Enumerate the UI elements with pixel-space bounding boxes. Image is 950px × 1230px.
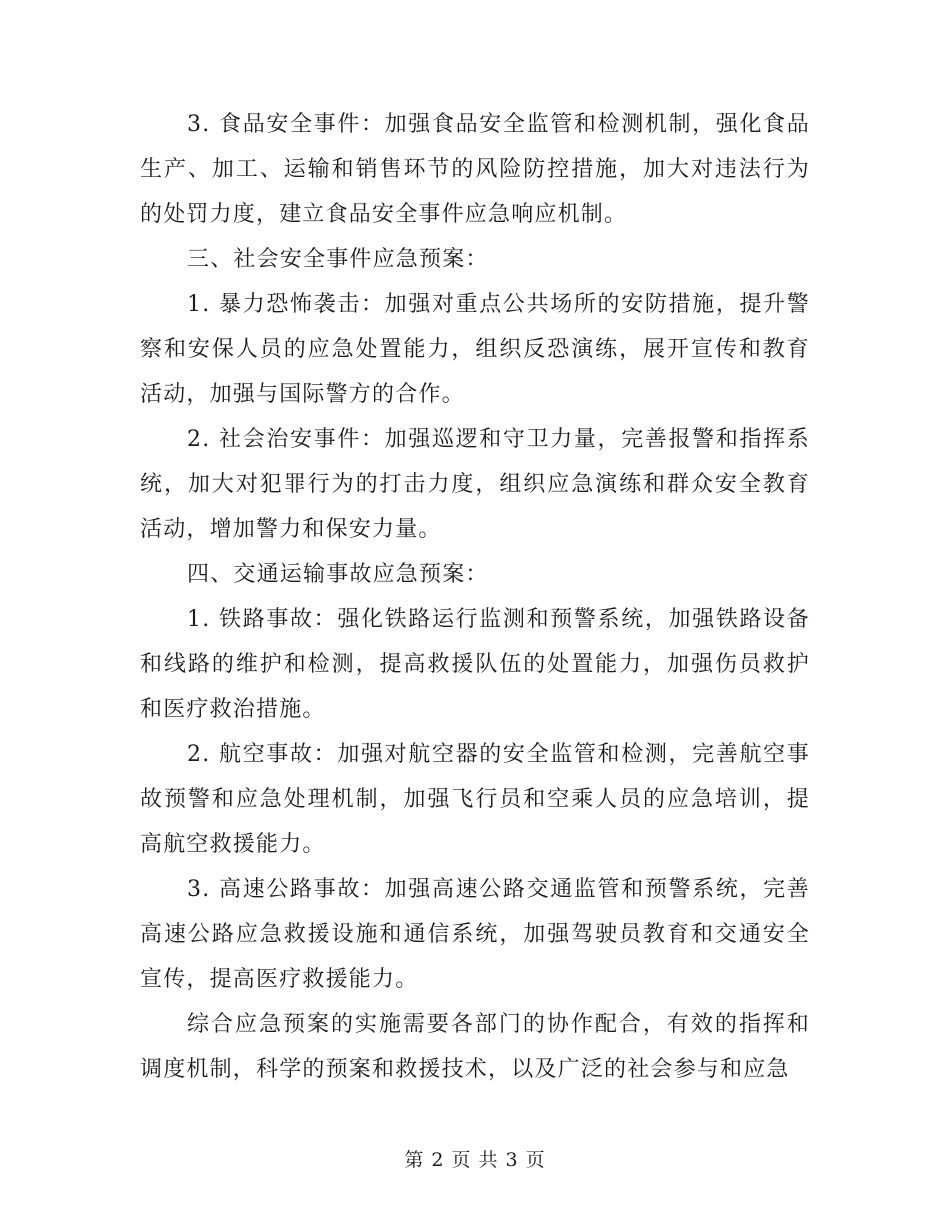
heading-social-security: 三、社会安全事件应急预案：	[187, 247, 489, 272]
heading-traffic-accidents: 四、交通运输事故应急预案：	[187, 562, 489, 587]
paragraph-terror-attack: 1. 暴力恐怖袭击：加强对重点公共场所的安防措施，提升警察和安保人员的应急处置能力，组织反恐演练，展开宣传和教育活动，加强与国际警方的合作。	[140, 292, 810, 407]
document-body	[140, 102, 810, 1092]
paragraph-food-safety: 3. 食品安全事件：加强食品安全监管和检测机制，强化食品生产、加工、运输和销售环节的风险防控措施，加大对违法行为的处罚力度，建立食品安全事件应急响应机制。	[140, 112, 810, 227]
paragraph-aviation-accident: 2. 航空事故：加强对航空器的安全监管和检测，完善航空事故预警和应急处理机制，加强飞行员和空乘人员的应急培训，提高航空救援能力。	[140, 742, 810, 857]
paragraph-highway-accident: 3. 高速公路事故：加强高速公路交通监管和预警系统，完善高速公路应急救援设施和通信系统，加强驾驶员教育和交通安全宣传，提高医疗救援能力。	[140, 877, 810, 992]
paragraph-railway-accident: 1. 铁路事故：强化铁路运行监测和预警系统，加强铁路设备和线路的维护和检测，提高救援队伍的处置能力，加强伤员救护和医疗救治措施。	[140, 607, 810, 722]
page-number-footer: 第 2 页 共 3 页	[404, 1149, 546, 1171]
paragraph-summary: 综合应急预案的实施需要各部门的协作配合，有效的指挥和调度机制，科学的预案和救援技术，以及广泛的社会参与和应急	[140, 1012, 810, 1082]
paragraph-public-order: 2. 社会治安事件：加强巡逻和守卫力量，完善报警和指挥系统，加大对犯罪行为的打击力度，组织应急演练和群众安全教育活动，增加警力和保安力量。	[140, 427, 810, 542]
